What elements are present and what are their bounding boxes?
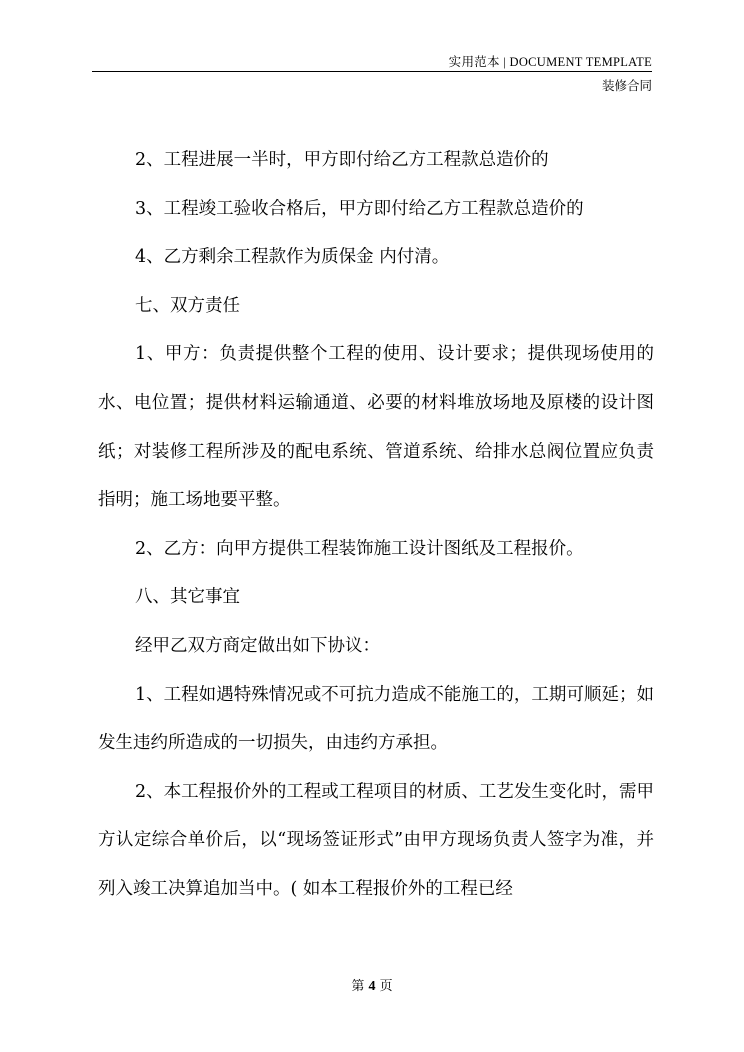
paragraph-extra-work: 2、本工程报价外的工程或工程项目的材质、工艺发生变化时，需甲方认定综合单价后，以“现场签证形式”由甲方现场负责人签字为准，并列入竣工决算追加当中。( 如本工程报价外的工程已经 (98, 781, 654, 899)
header-subtitle: 装修合同 (601, 78, 652, 93)
footer-prefix: 第 (351, 979, 365, 994)
section-heading-other-matters: 八、其它事宜 (135, 587, 240, 608)
footer-suffix: 页 (379, 979, 393, 994)
paragraph-payment-4: 4、乙方剩余工程款作为质保金 内付清。 (135, 247, 450, 268)
paragraph-force-majeure: 1、工程如遇特殊情况或不可抗力造成不能施工的，工期可顺延；如发生违约所造成的一切损失，由违约方承担。 (98, 684, 654, 754)
paragraph-payment-3: 3、工程竣工验收合格后，甲方即付给乙方工程款总造价的 (135, 198, 584, 219)
document-body (98, 136, 654, 914)
page-footer (0, 975, 744, 995)
page-number: 4 (368, 979, 376, 994)
paragraph-agreement-intro: 经甲乙双方商定做出如下协议： (135, 635, 380, 656)
section-heading-responsibilities: 七、双方责任 (135, 295, 240, 316)
header-divider (92, 71, 652, 72)
paragraph-party-a: 1、甲方：负责提供整个工程的使用、设计要求；提供现场使用的水、电位置；提供材料运输通道、必要的材料堆放场地及原楼的设计图纸；对装修工程所涉及的配电系统、管道系统、给排水总阀位置应负责指明；施工场地要平整。 (98, 344, 654, 511)
paragraph-party-b: 2、乙方：向甲方提供工程装饰施工设计图纸及工程报价。 (135, 538, 584, 559)
paragraph-payment-2: 2、工程进展一半时，甲方即付给乙方工程款总造价的 (135, 150, 549, 170)
header-title: 实用范本 | DOCUMENT TEMPLATE (448, 55, 652, 69)
